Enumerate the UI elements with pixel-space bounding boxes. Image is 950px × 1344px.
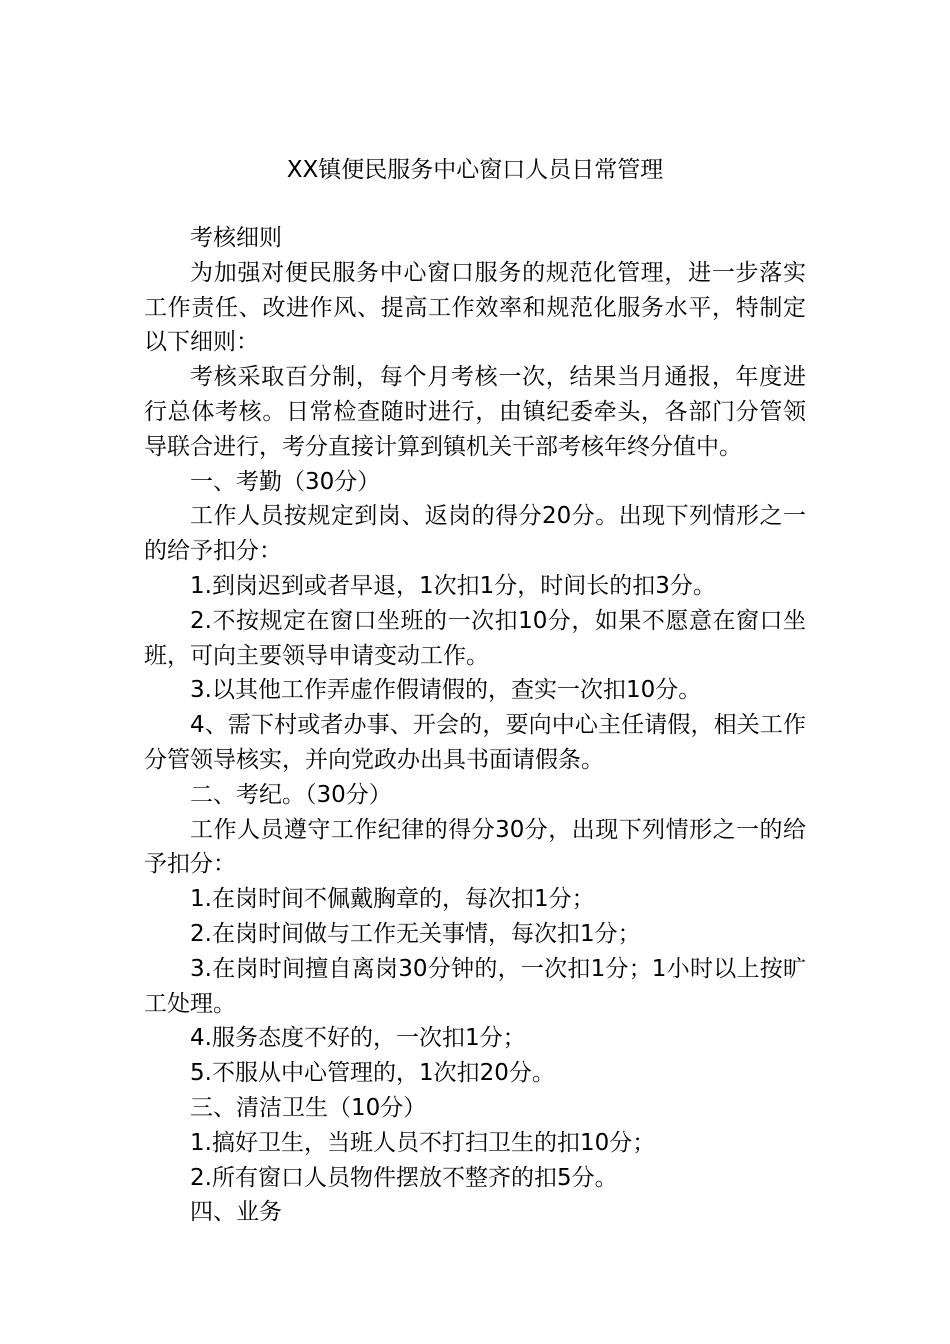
section-heading-attendance: 一、考勤（30分） [190, 468, 381, 495]
list-item-discipline-5: 5.不服从中心管理的，1次扣20分。 [190, 1060, 555, 1087]
section-heading-discipline: 二、考纪。（30分） [190, 781, 392, 808]
section-heading-business: 四、业务 [190, 1199, 282, 1226]
document-body [144, 221, 806, 1230]
paragraph-heading-rules: 考核细则 [190, 225, 282, 251]
list-item-attendance-1: 1.到岗迟到或者早退，1次扣1分，时间长的扣3分。 [190, 572, 716, 599]
paragraph-scoring-method: 考核采取百分制，每个月考核一次，结果当月通报，年度进行总体考核。日常检查随时进行，由镇纪委牵头，各部门分管领导联合进行，考分直接计算到镇机关干部考核年终分值中。 [144, 364, 806, 460]
paragraph-attendance-intro: 工作人员按规定到岗、返岗的得分20分。出现下列情形之一的给予扣分： [144, 503, 806, 565]
list-item-attendance-3: 3.以其他工作弄虚作假请假的，查实一次扣10分。 [190, 677, 702, 704]
document-title: XX镇便民服务中心窗口人员日常管理 [286, 157, 664, 183]
paragraph-discipline-intro: 工作人员遵守工作纪律的得分30分，出现下列情形之一的给予扣分： [144, 816, 806, 878]
list-item-discipline-2: 2.在岗时间做与工作无关事情，每次扣1分； [190, 920, 641, 947]
section-heading-hygiene: 三、清洁卫生（10分） [190, 1094, 427, 1121]
list-item-attendance-2: 2.不按规定在窗口坐班的一次扣10分，如果不愿意在窗口坐班，可向主要领导申请变动工作。 [144, 607, 806, 669]
list-item-discipline-4: 4.服务态度不好的，一次扣1分； [190, 1025, 526, 1052]
list-item-hygiene-2: 2.所有窗口人员物件摆放不整齐的扣5分。 [190, 1164, 618, 1191]
list-item-hygiene-1: 1.搞好卫生，当班人员不打扫卫生的扣10分； [190, 1129, 656, 1156]
list-item-discipline-1: 1.在岗时间不佩戴胸章的，每次扣1分； [190, 886, 595, 913]
paragraph-purpose: 为加强对便民服务中心窗口服务的规范化管理，进一步落实工作责任、改进作风、提高工作效率和规范化服务水平，特制定以下细则： [144, 259, 806, 356]
list-item-attendance-4: 4、需下村或者办事、开会的，要向中心主任请假，相关工作分管领导核实，并向党政办出具书面请假条。 [144, 712, 806, 773]
list-item-discipline-3: 3.在岗时间擅自离岗30分钟的，一次扣1分；1小时以上按旷工处理。 [144, 955, 806, 1017]
